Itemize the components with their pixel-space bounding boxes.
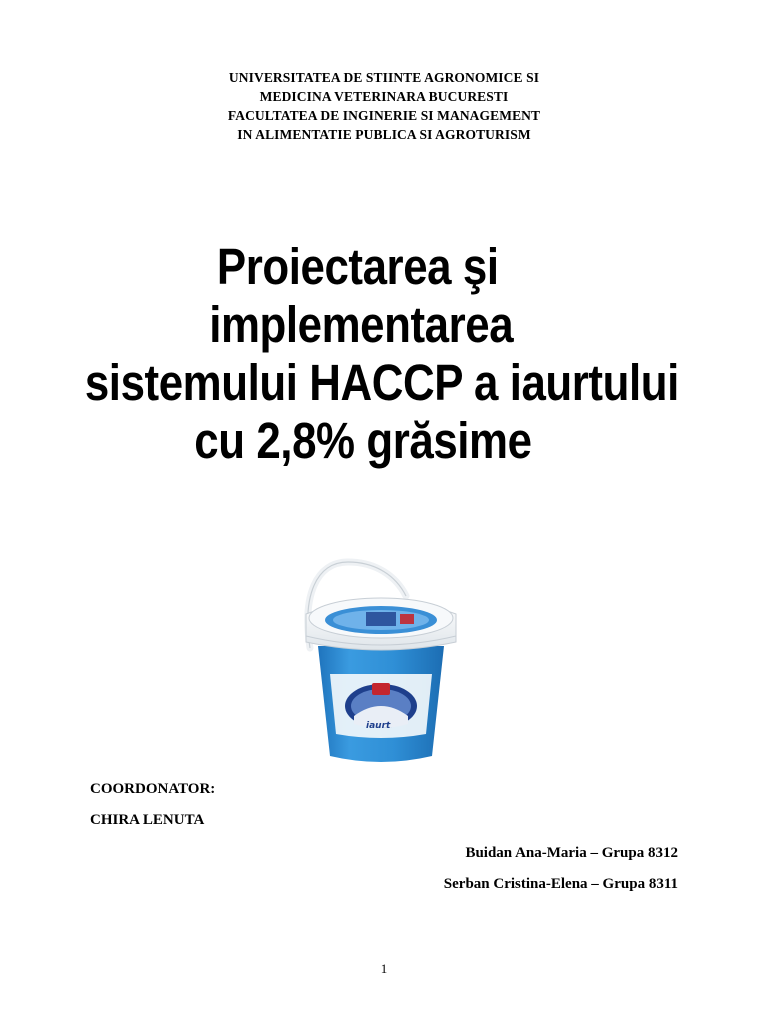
title-line-3: sistemului HACCP a iaurtului bbox=[84, 354, 679, 411]
header-line-faculty: FACULTATEA DE INGINERIE SI MANAGEMENT bbox=[227, 108, 541, 123]
document-title bbox=[0, 238, 722, 470]
institution-header bbox=[0, 68, 768, 144]
student-1: Buidan Ana-Maria – Grupa 8312 bbox=[465, 845, 678, 861]
title-line-2: implementarea bbox=[209, 296, 514, 353]
coordinator-name: CHIRA LENUTA bbox=[90, 812, 205, 828]
student-2: Serban Cristina-Elena – Grupa 8311 bbox=[443, 876, 678, 892]
header-line-faculty-cont: IN ALIMENTATIE PUBLICA SI AGROTURISM bbox=[237, 127, 531, 142]
yogurt-bucket-image bbox=[296, 556, 466, 768]
header-line-university: UNIVERSITATEA DE STIINTE AGRONOMICE SI bbox=[228, 70, 540, 85]
page-number: 1 bbox=[380, 961, 388, 976]
header-line-university-cont: MEDICINA VETERINARA BUCURESTI bbox=[259, 89, 509, 104]
title-line-4: cu 2,8% grăsime bbox=[194, 412, 532, 469]
title-line-1: Proiectarea şi bbox=[216, 238, 499, 295]
bucket-label-text: iaurt bbox=[366, 721, 391, 731]
coordinator-label: COORDONATOR: bbox=[90, 781, 216, 797]
